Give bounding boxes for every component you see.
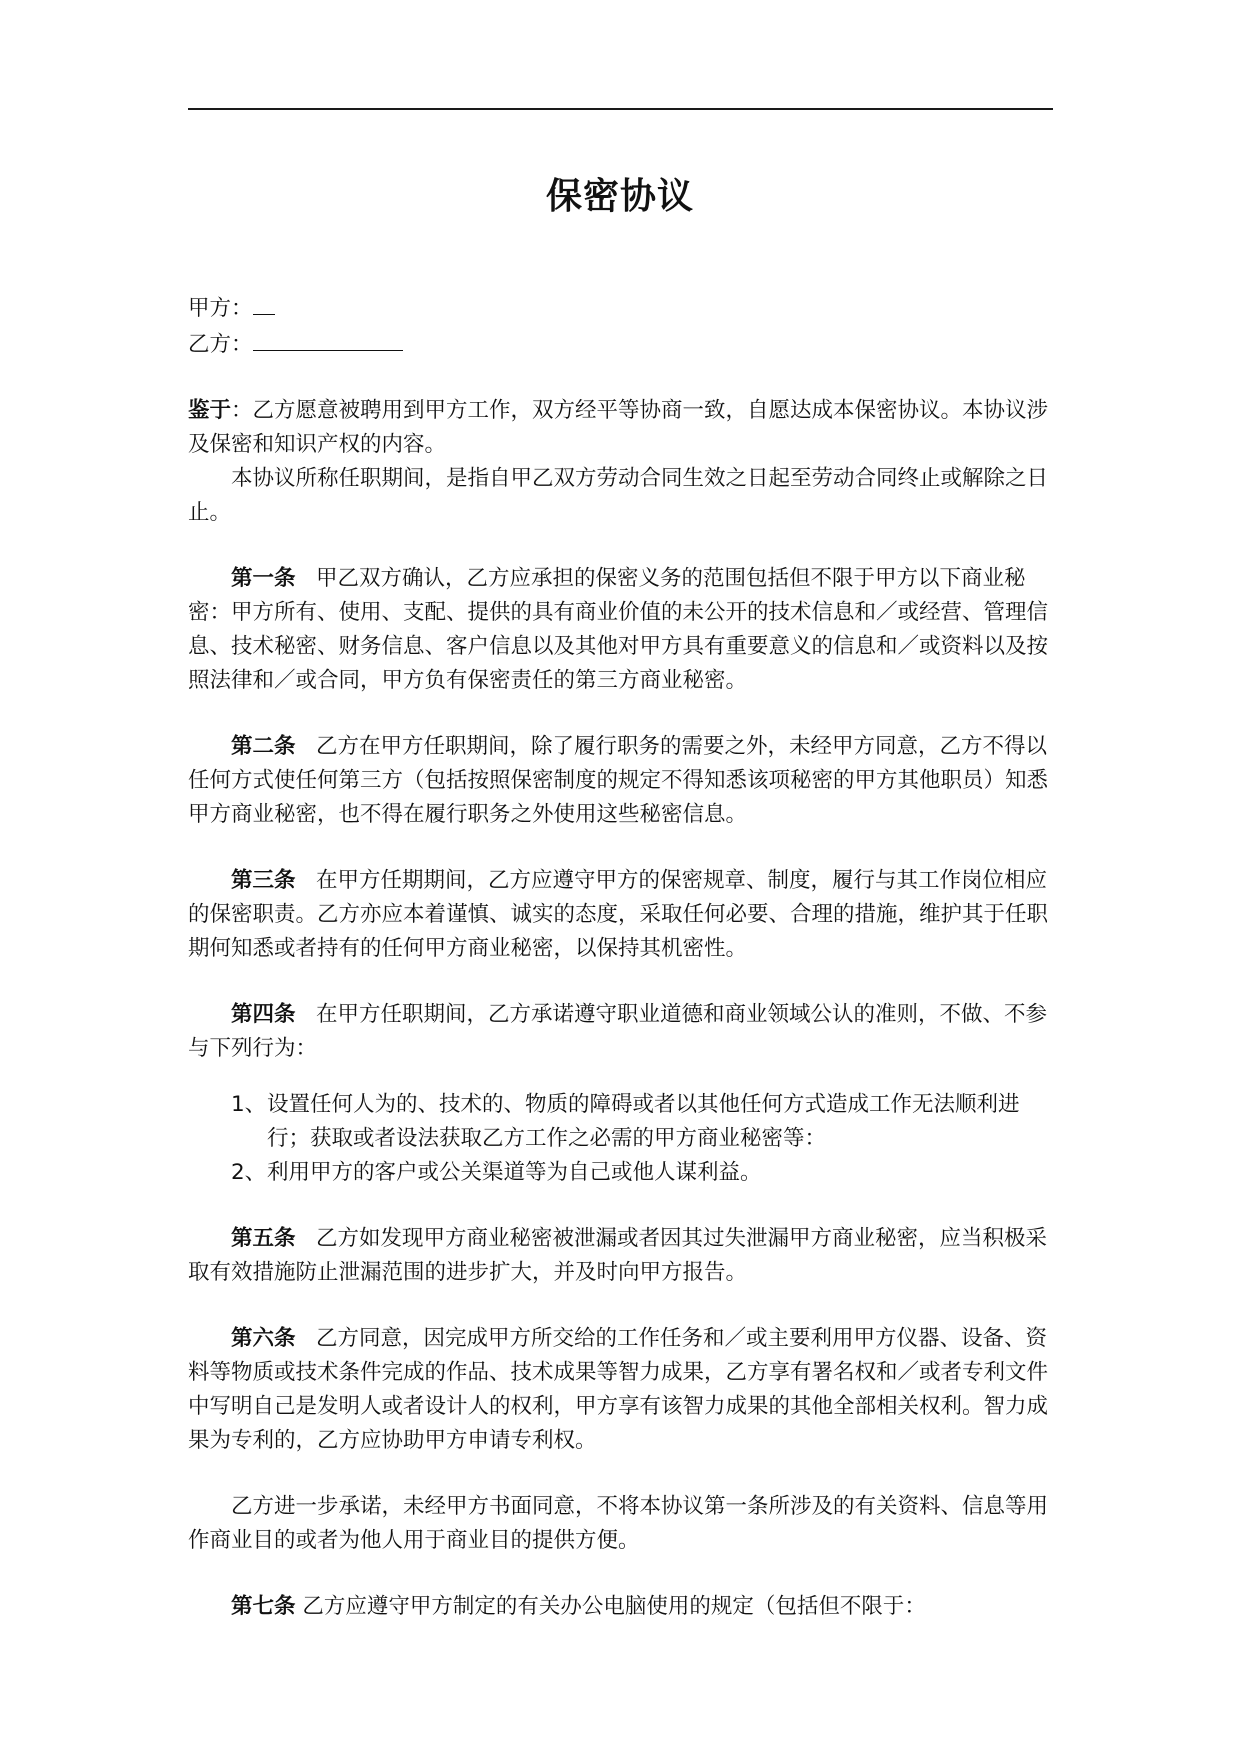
article-3	[188, 864, 1053, 966]
list-item-text: 利用甲方的客户或公关渠道等为自己或他人谋利益。	[267, 1160, 762, 1185]
article-label: 第七条	[231, 1594, 296, 1619]
article-text: 乙方同意，因完成甲方所交给的工作任务和／或主要利用甲方仪器、设备、资料等物质或技术条件完成的作品、技术成果等智力成果，乙方享有署名权和／或者专利文件中写明自己是发明人或者设计人的权利，甲方享有该智力成果的其他全部相关权利。智力成果为专利的，乙方应协助甲方申请专利权。	[188, 1326, 1049, 1453]
header-rule	[188, 108, 1053, 110]
preamble-text: ：乙方愿意被聘用到甲方工作，双方经平等协商一致，自愿达成本保密协议。本协议涉及保密和知识产权的内容。	[188, 398, 1049, 457]
list-item-text: 设置任何人为的、技术的、物质的障碍或者以其他任何方式造成工作无法顺利进行；获取或者设法获取乙方工作之必需的甲方商业秘密等：	[267, 1092, 1020, 1151]
article-6	[188, 1322, 1053, 1458]
article-5	[188, 1222, 1053, 1290]
article-text: 在甲方任期期间，乙方应遵守甲方的保密规章、制度，履行与其工作岗位相应的保密职责。乙方亦应本着谨慎、诚实的态度，采取任何必要、合理的措施，维护其于任职期何知悉或者持有的任何甲方商业秘密，以保持其机密性。	[188, 868, 1049, 961]
list-item-number: 2、	[231, 1160, 267, 1185]
article-label: 第二条	[231, 734, 296, 759]
term-definition: 本协议所称任职期间，是指自甲乙双方劳动合同生效之日起至劳动合同终止或解除之日止。	[188, 466, 1049, 525]
party-a-blank	[253, 290, 275, 315]
document-body	[188, 290, 1053, 1624]
article-7	[188, 1590, 1053, 1624]
preamble	[188, 394, 1053, 462]
article-label: 第六条	[231, 1326, 296, 1351]
list-item	[188, 1156, 1053, 1190]
article-4	[188, 998, 1053, 1066]
article-text: 乙方在甲方任职期间，除了履行职务的需要之外，未经甲方同意，乙方不得以任何方式使任何第三方（包括按照保密制度的规定不得知悉该项秘密的甲方其他职员）知悉甲方商业秘密，也不得在履行职务之外使用这些秘密信息。	[188, 734, 1049, 827]
article-label: 第五条	[231, 1226, 296, 1251]
article-4-list	[188, 1088, 1053, 1190]
article-2	[188, 730, 1053, 832]
article-6-extra: 乙方进一步承诺，未经甲方书面同意，不将本协议第一条所涉及的有关资料、信息等用作商业目的或者为他人用于商业目的提供方便。	[188, 1494, 1049, 1553]
preamble-lead: 鉴于	[188, 398, 232, 423]
party-b-blank	[253, 326, 403, 351]
article-text: 乙方应遵守甲方制定的有关办公电脑使用的规定（包括但不限于：	[302, 1594, 926, 1619]
party-b-label: 乙方：	[188, 332, 253, 357]
party-b-line	[188, 326, 1053, 362]
party-a-line	[188, 290, 1053, 326]
parties-block	[188, 290, 1053, 362]
article-label: 第三条	[231, 868, 296, 893]
list-item	[188, 1088, 1053, 1156]
article-text: 在甲方任职期间，乙方承诺遵守职业道德和商业领域公认的准则，不做、不参与下列行为：	[188, 1002, 1048, 1061]
list-item-number: 1、	[231, 1092, 267, 1117]
article-label: 第一条	[231, 566, 296, 591]
article-1	[188, 562, 1053, 698]
party-a-label: 甲方：	[188, 296, 253, 321]
article-text: 甲乙双方确认，乙方应承担的保密义务的范围包括但不限于甲方以下商业秘密：甲方所有、使用、支配、提供的具有商业价值的未公开的技术信息和／或经营、管理信息、技术秘密、财务信息、客户信息以及其他对甲方具有重要意义的信息和／或资料以及按照法律和／或合同，甲方负有保密责任的第三方商业秘密。	[188, 566, 1049, 693]
article-text: 乙方如发现甲方商业秘密被泄漏或者因其过失泄漏甲方商业秘密，应当积极采取有效措施防止泄漏范围的进步扩大，并及时向甲方报告。	[188, 1226, 1048, 1285]
article-label: 第四条	[231, 1002, 296, 1027]
document-title: 保密协议	[545, 176, 694, 217]
